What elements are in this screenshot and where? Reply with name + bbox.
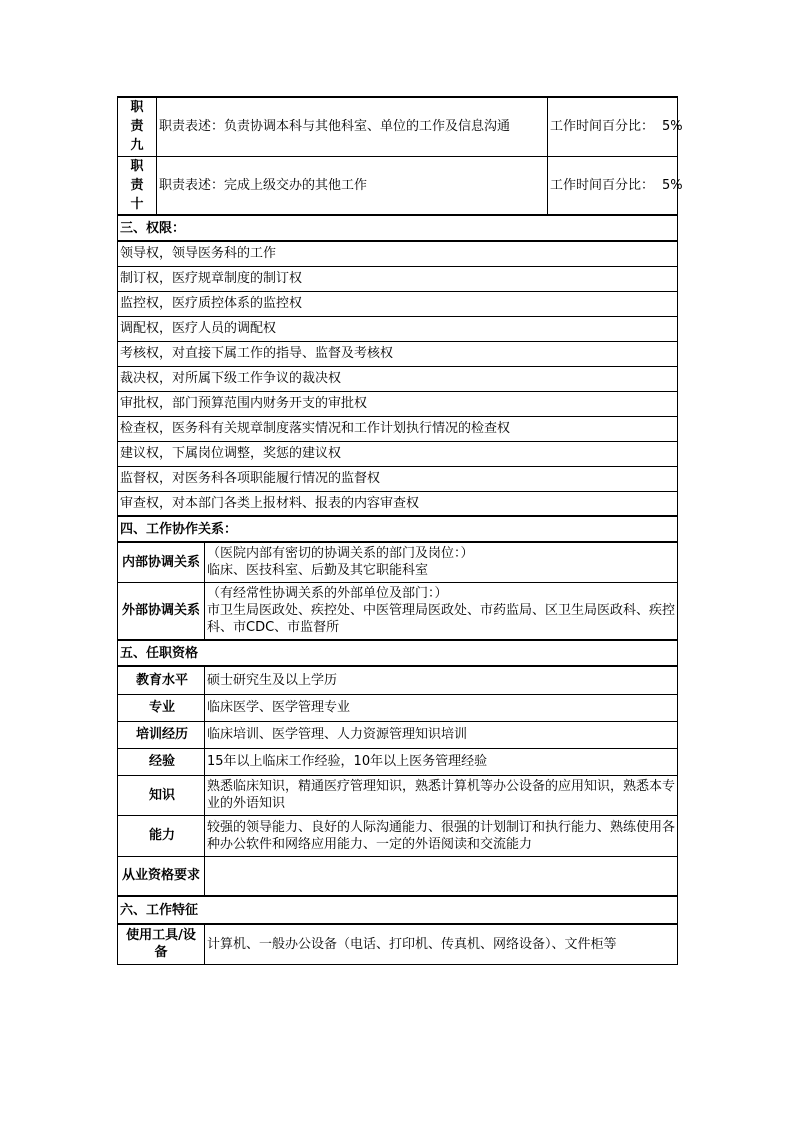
- job-description-table: [117, 96, 683, 965]
- authority-item: 监控权，医疗质控体系的监控权: [118, 291, 678, 316]
- tools-label: 使用工具/设备: [118, 924, 205, 964]
- authority-item: 监督权，对医务科各项职能履行情况的监督权: [118, 466, 678, 491]
- internal-coordination-label: 内部协调关系: [118, 542, 205, 582]
- features-heading: 六、工作特征: [118, 896, 678, 924]
- qualification-value: 较强的领导能力、良好的人际沟通能力、很强的计划制订和执行能力、熟练使用各种办公软件和网络应用能力、一定的外语阅读和交流能力: [205, 815, 678, 856]
- authority-item: 检查权，医务科有关规章制度落实情况和工作计划执行情况的检查权: [118, 416, 678, 441]
- qualification-value: 临床医学、医学管理专业: [205, 694, 678, 721]
- duty-label: 职责十: [130, 158, 144, 212]
- cooperation-heading: 四、工作协作关系：: [118, 516, 678, 542]
- duty-description: 职责表述：完成上级交办的其他工作: [157, 156, 548, 215]
- qualification-label: 从业资格要求: [118, 856, 205, 896]
- duty-label: 职责九: [130, 100, 144, 154]
- external-coordination-value: （有经常性协调关系的外部单位及部门：） 市卫生局医政处、疾控处、中医管理局医政处、市药监局、区卫生局医政科、疾控科、市CDC、市监督所: [205, 582, 678, 640]
- authority-heading: 三、权限：: [118, 215, 678, 241]
- qualification-label: 教育水平: [118, 666, 205, 694]
- qualification-value: 15年以上临床工作经验，10年以上医务管理经验: [205, 748, 678, 775]
- duty-row-10: [118, 156, 678, 215]
- duty-time: 工作时间百分比： 5%: [548, 97, 678, 156]
- authority-item: 审查权，对本部门各类上报材料、报表的内容审查权: [118, 491, 678, 516]
- job-description-document: [117, 96, 683, 965]
- qualifications-heading: 五、任职资格: [118, 640, 678, 666]
- authority-item: 调配权，医疗人员的调配权: [118, 316, 678, 341]
- duty-time: 工作时间百分比： 5%: [548, 156, 678, 215]
- authority-item: 制订权，医疗规章制度的制订权: [118, 266, 678, 291]
- qualification-label: 专业: [118, 694, 205, 721]
- qualification-value: 临床培训、医学管理、人力资源管理知识培训: [205, 721, 678, 748]
- qualification-value: 硕士研究生及以上学历: [205, 666, 678, 694]
- qualification-label: 知识: [118, 775, 205, 815]
- tools-value: 计算机、一般办公设备（电话、打印机、传真机、网络设备）、文件柜等: [205, 924, 678, 964]
- qualification-value: [205, 856, 678, 896]
- qualification-label: 能力: [118, 815, 205, 856]
- qualification-value: 熟悉临床知识，精通医疗管理知识，熟悉计算机等办公设备的应用知识，熟悉本专业的外语知识: [205, 775, 678, 815]
- authority-item: 领导权，领导医务科的工作: [118, 241, 678, 266]
- duty-row-9: [118, 97, 678, 156]
- qualification-label: 经验: [118, 748, 205, 775]
- authority-item: 考核权，对直接下属工作的指导、监督及考核权: [118, 341, 678, 366]
- external-coordination-label: 外部协调关系: [118, 582, 205, 640]
- duty-description: 职责表述：负责协调本科与其他科室、单位的工作及信息沟通: [157, 97, 548, 156]
- qualification-label: 培训经历: [118, 721, 205, 748]
- internal-coordination-value: （医院内部有密切的协调关系的部门及岗位：） 临床、医技科室、后勤及其它职能科室: [205, 542, 678, 582]
- authority-item: 裁决权，对所属下级工作争议的裁决权: [118, 366, 678, 391]
- authority-item: 建议权，下属岗位调整，奖惩的建议权: [118, 441, 678, 466]
- authority-item: 审批权，部门预算范围内财务开支的审批权: [118, 391, 678, 416]
